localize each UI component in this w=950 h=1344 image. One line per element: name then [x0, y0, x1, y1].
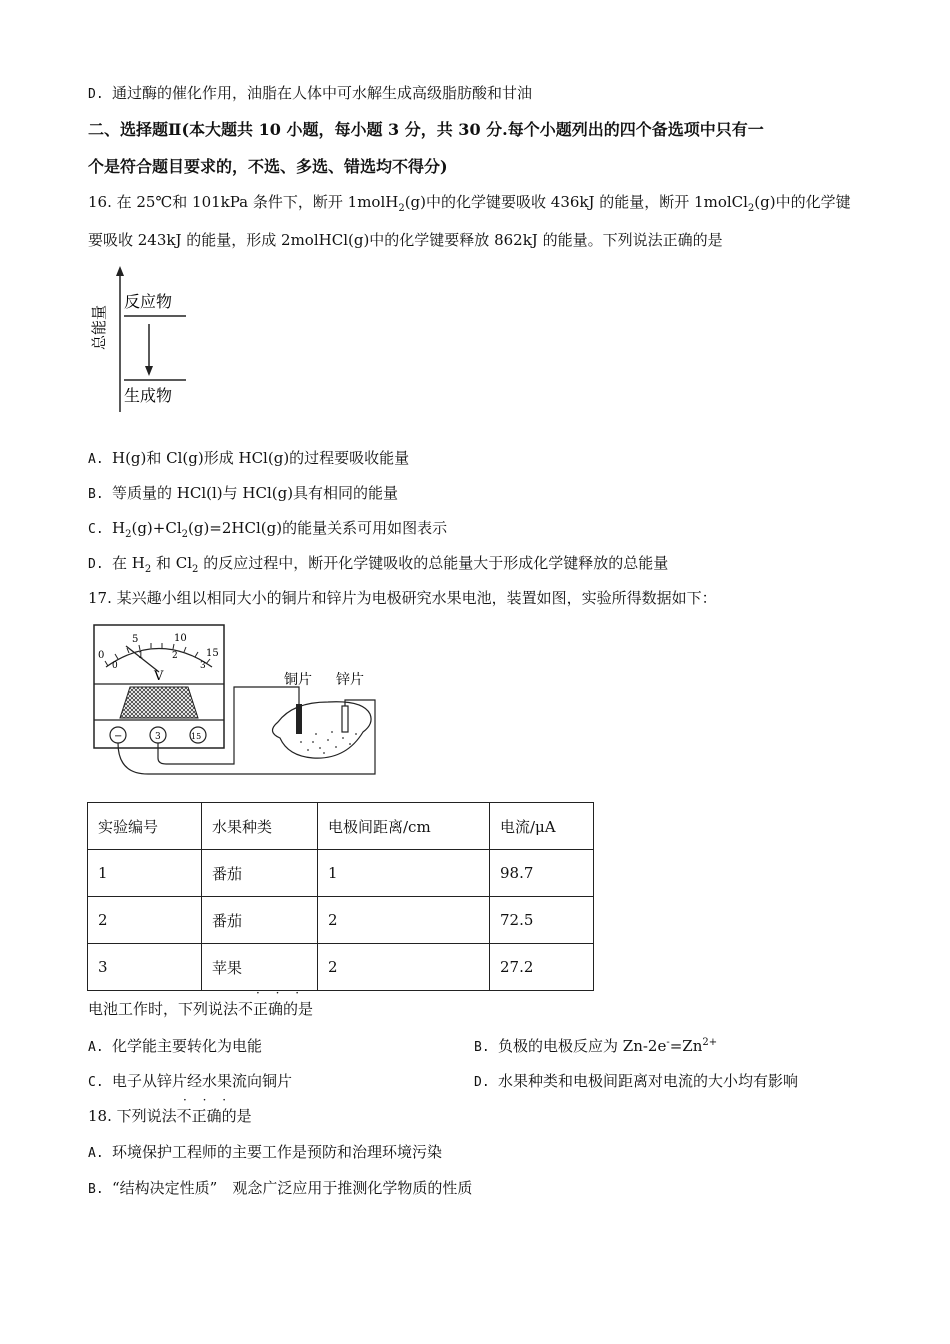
option-a: A. 化学能主要转化为电能: [88, 1037, 263, 1055]
question-17-stem: 17. 某兴趣小组以相同大小的铜片和锌片为电极研究水果电池，装置如图，实验所得数据如下：: [88, 589, 717, 607]
terminal-label: 3: [155, 732, 161, 742]
section-heading-cont: 个是符合题目要求的，不选、多选、错选均不得分): [88, 157, 448, 176]
energy-diagram: [88, 264, 198, 414]
table-cell: 1: [88, 850, 202, 897]
option-b: B. 负极的电极反应为 $Zn-2e^-=Zn^{2+}$: [474, 1037, 718, 1055]
question-17-prompt: 电池工作时，下列说法不正确的是: [88, 1000, 314, 1018]
option-a: A. H(g)和 Cl(g)形成 HCl(g)的过程要吸收能量: [88, 449, 410, 467]
scale-label: 0: [112, 661, 118, 671]
scale-label: 2: [172, 651, 178, 661]
option-c: C. 电子从锌片经水果流向铜片: [88, 1072, 293, 1090]
table-cell: 27.2: [490, 944, 594, 991]
table-header-row: [88, 803, 594, 850]
table-cell: 2: [88, 897, 202, 944]
table-cell: 苹果: [202, 944, 318, 991]
table-cell: 2: [318, 897, 490, 944]
terminal-label: 15: [191, 732, 202, 741]
scale-label: 5: [132, 634, 139, 645]
scale-label: 1: [138, 651, 144, 661]
table-cell: 98.7: [490, 850, 594, 897]
option-d: D. 水果种类和电极间距离对电流的大小均有影响: [474, 1072, 799, 1090]
option-c: C. $H_2(g)+Cl_2(g)=2HCl(g)$的能量关系可用如图表示: [88, 519, 448, 540]
option-b: B. “结构决定性质” 观念广泛应用于推测化学物质的性质: [88, 1179, 473, 1197]
scale-label: 10: [174, 633, 187, 644]
table-cell: 3: [88, 944, 202, 991]
data-table: [87, 802, 594, 991]
table-cell: 番茄: [202, 897, 318, 944]
terminal-label: −: [114, 731, 123, 742]
table-header: 电极间距离/cm: [318, 803, 490, 850]
option-d: D. 在 $H_2$ 和 $Cl_2$ 的反应过程中，断开化学键吸收的总能量大于形成化学键释放的总能量: [88, 554, 669, 575]
table-cell: 2: [318, 944, 490, 991]
scale-label: 3: [200, 661, 206, 671]
product-label: 生成物: [124, 386, 173, 405]
table-cell: 1: [318, 850, 490, 897]
zinc-label: 锌片: [336, 672, 364, 688]
option-b: B. 等质量的 HCl(l)与 HCl(g)具有相同的能量: [88, 484, 399, 502]
table-cell: 番茄: [202, 850, 318, 897]
scale-label: 15: [206, 648, 219, 659]
table-header: 实验编号: [88, 803, 202, 850]
question-16-stem: 16. 在 25℃和 101kPa 条件下，断开 1molH$_2$(g)中的化学键要吸收 436kJ 的能量，断开 1molCl$_2$(g)中的化学键: [88, 193, 851, 214]
scale-label: 0: [98, 650, 105, 661]
table-cell: 72.5: [490, 897, 594, 944]
emphasis-dots: · · ·: [183, 1093, 233, 1107]
voltmeter-symbol: V: [154, 669, 164, 684]
table-row: [88, 897, 594, 944]
section-heading: 二、选择题Ⅱ(本大题共 10 小题，每小题 3 分，共 30 分.每个小题列出的四个备选项中只有一: [88, 120, 764, 139]
y-axis-label: 总能量: [90, 304, 108, 350]
table-header: 水果种类: [202, 803, 318, 850]
emphasis-dots: · · ·: [256, 986, 306, 1000]
reactant-label: 反应物: [124, 292, 173, 311]
table-row: [88, 850, 594, 897]
option-a: A. 环境保护工程师的主要工作是预防和治理环境污染: [88, 1143, 443, 1161]
question-18-stem: 18. 下列说法不正确的是: [88, 1107, 252, 1125]
table-header: 电流/μA: [490, 803, 594, 850]
option-d: D. 通过酶的催化作用，油脂在人体中可水解生成高级脂肪酸和甘油: [88, 84, 533, 102]
copper-label: 铜片: [284, 672, 312, 688]
table-row: [88, 944, 594, 991]
fruit-battery-figure: [88, 622, 388, 782]
question-16-stem-cont: 要吸收 243kJ 的能量，形成 2molHCl(g)中的化学键要释放 862kJ 的能量。下列说法正确的是: [88, 231, 723, 249]
